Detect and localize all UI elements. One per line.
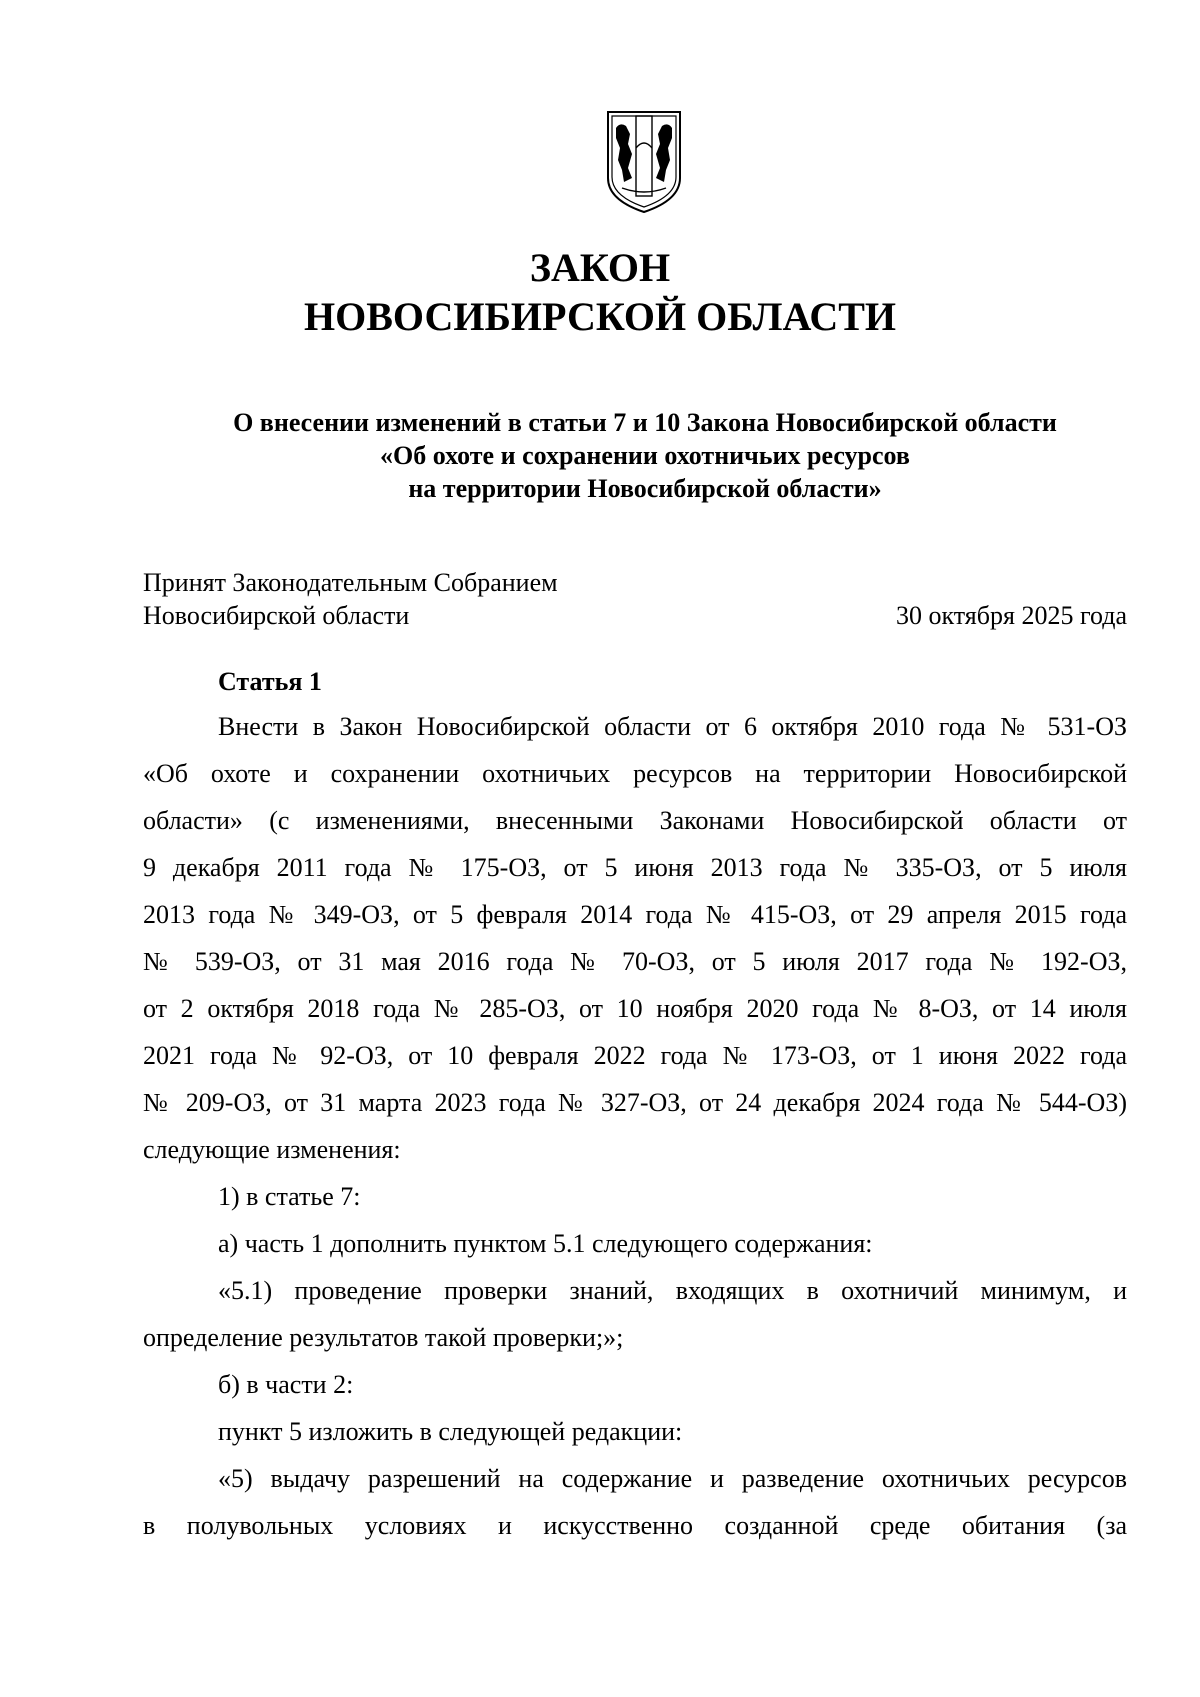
adoption-line: Новосибирской области (143, 601, 410, 630)
body-line: № 209-ОЗ, от 31 марта 2023 года № 327-ОЗ, от 24 декабря 2024 года № 544-ОЗ) (143, 1088, 1127, 1117)
coat-of-arms-icon (602, 108, 686, 216)
law-region: НОВОСИБИРСКОЙ ОБЛАСТИ (303, 294, 897, 339)
body-line: «5) выдачу разрешений на содержание и разведение охотничьих ресурсов (218, 1464, 1127, 1493)
body-line: области» (с изменениями, внесенными Законами Новосибирской области от (143, 806, 1127, 835)
body-line: 9 декабря 2011 года № 175-ОЗ, от 5 июня 2013 года № 335-ОЗ, от 5 июля (143, 853, 1127, 882)
adoption-line: Принят Законодательным Собранием (143, 568, 558, 597)
law-subject-line: «Об охоте и сохранении охотничьих ресурсов (380, 441, 910, 470)
body-line: № 539-ОЗ, от 31 мая 2016 года № 70-ОЗ, от 5 июля 2017 года № 192-ОЗ, (143, 947, 1127, 976)
law-title: ЗАКОН (529, 245, 671, 290)
body-line: от 2 октября 2018 года № 285-ОЗ, от 10 ноября 2020 года № 8-ОЗ, от 14 июля (143, 994, 1127, 1023)
body-line: в полувольных условиях и искусственно созданной среде обитания (за (143, 1511, 1127, 1540)
law-subject-line: на территории Новосибирской области» (408, 474, 882, 503)
body-line: 2021 года № 92-ОЗ, от 10 февраля 2022 года № 173-ОЗ, от 1 июня 2022 года (143, 1041, 1127, 1070)
body-line: «5.1) проведение проверки знаний, входящих в охотничий минимум, и (218, 1276, 1127, 1305)
body-line: 1) в статье 7: (218, 1182, 361, 1211)
body-line: пункт 5 изложить в следующей редакции: (218, 1417, 683, 1446)
body-line: следующие изменения: (143, 1135, 401, 1164)
body-line: «Об охоте и сохранении охотничьих ресурсов на территории Новосибирской (143, 759, 1127, 788)
article-heading: Статья 1 (218, 667, 322, 696)
adoption-date: 30 октября 2025 года (896, 601, 1127, 630)
body-line: определение результатов такой проверки;»; (143, 1323, 624, 1352)
body-line: б) в части 2: (218, 1370, 354, 1399)
body-line: а) часть 1 дополнить пунктом 5.1 следующего содержания: (218, 1229, 873, 1258)
body-line: 2013 года № 349-ОЗ, от 5 февраля 2014 года № 415-ОЗ, от 29 апреля 2015 года (143, 900, 1127, 929)
body-line: Внести в Закон Новосибирской области от 6 октября 2010 года № 531-ОЗ (218, 712, 1127, 741)
law-subject-line: О внесении изменений в статьи 7 и 10 Закона Новосибирской области (233, 408, 1057, 437)
